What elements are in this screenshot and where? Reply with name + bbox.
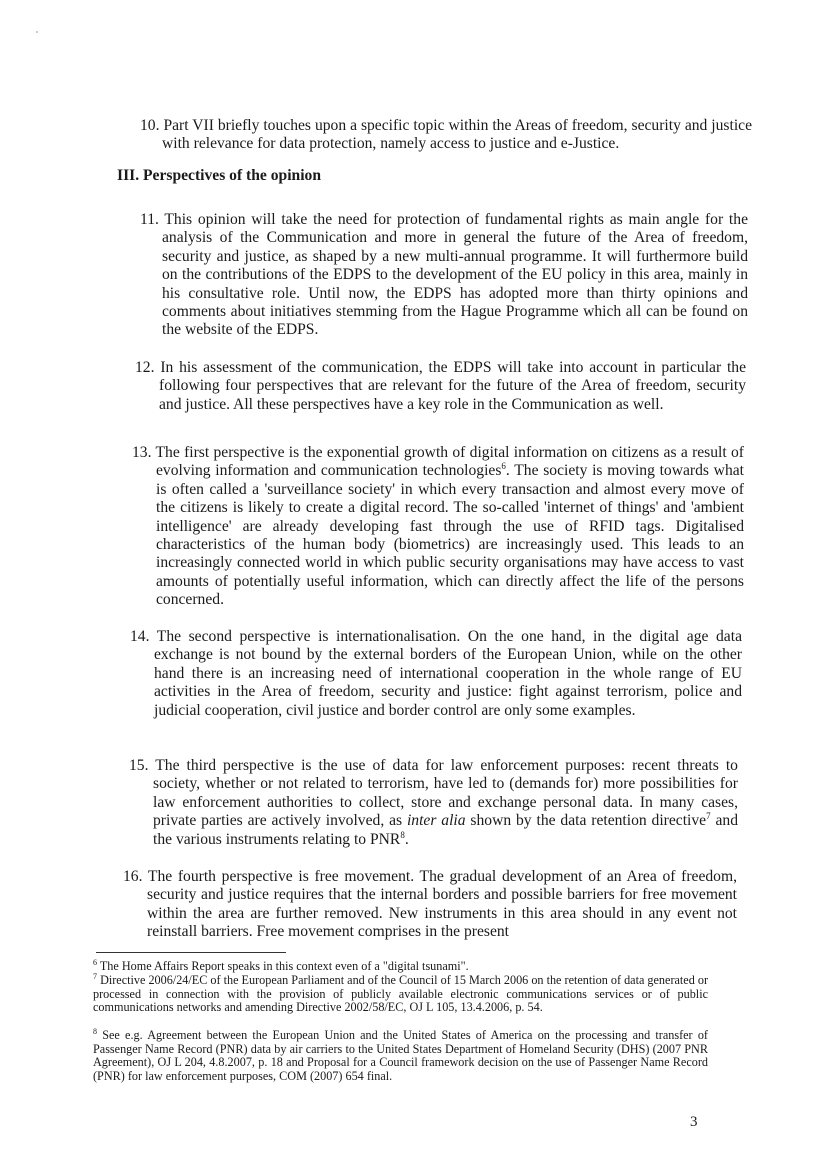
paragraph-text: The first perspective is the exponential growth of digital information on citizens as a result of evolving information and communication technologies (155, 444, 745, 480)
paragraph-number: 12. (135, 359, 155, 376)
paragraph-number: 13. (132, 444, 152, 461)
footnote-reference: 8 (400, 829, 405, 840)
footnote-8 (93, 1026, 708, 1083)
paragraph-text: This opinion will take the need for protection of fundamental rights as main angle for the analysis of the Communication and more in general the future of the Area of freedom, security and justice, as shaped by a new multi-annual programme. It will furthermore build on the contributions of the EDPS to the development of the EU policy in this area, mainly in his consultative role. Until now, the EDPS has adopted more than thirty opinions and comments about initiatives stemming from the Hague Programme which all can be found on the website of the EDPS. (162, 211, 748, 339)
paragraph-11 (140, 211, 748, 340)
footnote-mark: 8 (93, 1026, 97, 1036)
paragraph-text-cont: and the various instruments relating to PNR (153, 812, 738, 848)
paragraph-15 (129, 757, 738, 849)
footnote-mark: 7 (93, 971, 97, 981)
paragraph-number: 14. (130, 628, 150, 645)
paragraph-text: The second perspective is internationalisation. On the one hand, in the digital age data exchange is not bound by the external borders of the European Union, while on the other hand there is an increasing need of international cooperation in the whole range of EU activities in the Area of freedom, security and justice: fight against terrorism, police and judicial cooperation, civil justice and border control are only some examples. (154, 628, 742, 719)
paragraph-text: Part VII briefly touches upon a specific topic within the Areas of freedom, security and justice with relevance for data protection, namely access to justice and e-Justice. (162, 117, 752, 153)
scan-speck (36, 31, 38, 33)
paragraph-number: 10. (140, 117, 160, 134)
footnote-6 (93, 957, 708, 974)
paragraph-text-end: . (404, 830, 409, 848)
paragraph-text: In his assessment of the communication, the EDPS will take into account in particular the following four perspectives that are relevant for the future of the Area of freedom, security and justice. All these perspectives have a key role in the Communication as well. (159, 359, 746, 413)
paragraph-number: 11. (140, 211, 159, 228)
paragraph-number: 15. (129, 757, 149, 774)
footnote-mark: 6 (93, 957, 97, 967)
paragraph-10 (140, 117, 752, 154)
footnote-separator (96, 952, 286, 953)
paragraph-13 (132, 444, 744, 610)
italic-phrase: inter alia (406, 812, 466, 830)
paragraph-text-cont: shown by the data retention directive (465, 812, 707, 830)
footnote-text: Directive 2006/24/EC of the European Parliament and of the Council of 15 March 2006 on the retention of data generated or processed in connection with the provision of publicly available electronic communications services or of public communications networks and amending Directive 2002/58/EC, OJ L 105, 13.4.2006, p. 54. (93, 973, 709, 1015)
footnote-text: See e.g. Agreement between the European Union and the United States of America on the processing and transfer of Passenger Name Record (PNR) data by air carriers to the United States Department of Homeland Security (DHS) (2007 PNR Agreement), OJ L 204, 4.8.2007, p. 18 and Proposal for a Council framework decision on the use of Passenger Name Record (PNR) for law enforcement purposes, COM (2007) 654 final. (93, 1028, 708, 1083)
paragraph-number: 16. (123, 868, 143, 885)
section-heading: III. Perspectives of the opinion (117, 167, 322, 184)
paragraph-16 (123, 868, 737, 942)
paragraph-text: The fourth perspective is free movement. The gradual development of an Area of freedom, security and justice requires that the internal borders and possible barriers for free movement within the area are further removed. New instruments in this area should in any event not reinstall barriers. Free movement comprises in the present (147, 868, 737, 941)
paragraph-text: The third perspective is the use of data for law enforcement purposes: recent threats to society, whether or not related to terrorism, have led to (demands for) more possibilities for law enforcement authorities to collect, store and exchange personal data. In many cases, private parties are actively involved, as (153, 757, 738, 830)
footnote-reference: 6 (501, 461, 506, 472)
footnote-reference: 7 (706, 811, 711, 822)
footnote-7 (93, 971, 709, 1015)
paragraph-12 (135, 359, 746, 414)
paragraph-text-cont: . The society is moving towards what is often called a 'surveillance society' in which every transaction and almost every move of the citizens is likely to create a digital record. The so-called 'internet of things' and 'ambient intelligence' are already developing fast through the use of RFID tags. Digitalised characteristics of the human body (biometrics) are increasingly used. This leads to an increasingly connected world in which public security organisations may have access to vast amounts of potentially useful information, which can directly affect the life of the persons concerned. (156, 462, 744, 609)
footnote-text: The Home Affairs Report speaks in this context even of a "digital tsunami". (99, 959, 469, 973)
paragraph-14 (130, 628, 742, 720)
page-number: 3 (690, 1114, 698, 1130)
